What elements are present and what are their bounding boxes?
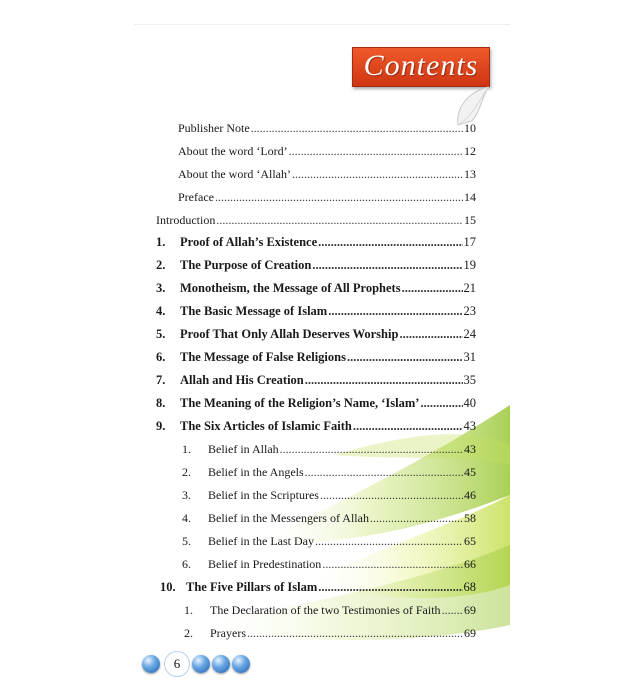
toc-entry-page: 46 bbox=[464, 488, 476, 502]
toc-entry-number: 2. bbox=[156, 258, 166, 272]
blue-bubble-icon bbox=[212, 655, 230, 673]
toc-entry-page: 66 bbox=[464, 557, 476, 571]
toc-entry-label: Prayers bbox=[210, 626, 246, 640]
toc-leader-dots bbox=[247, 626, 463, 641]
toc-entry-number: 2. bbox=[182, 465, 191, 479]
toc-subentry[interactable] bbox=[182, 465, 476, 483]
toc-entry[interactable] bbox=[156, 213, 476, 231]
toc-subentry[interactable] bbox=[182, 534, 476, 552]
toc-entry-label: Belief in the Last Day bbox=[208, 534, 314, 548]
page-footer bbox=[142, 650, 262, 676]
toc-entry-page: 23 bbox=[463, 304, 476, 318]
toc-subentry[interactable] bbox=[182, 488, 476, 506]
toc-entry[interactable] bbox=[156, 373, 476, 391]
toc-leader-dots bbox=[305, 465, 463, 480]
toc-entry-page: 24 bbox=[463, 327, 476, 341]
toc-entry[interactable] bbox=[156, 235, 476, 253]
toc-entry-label: Monotheism, the Message of All Prophets bbox=[180, 281, 401, 295]
toc-entry[interactable] bbox=[156, 350, 476, 368]
toc-leader-dots bbox=[420, 396, 462, 411]
toc-entry-page: 40 bbox=[463, 396, 476, 410]
toc-leader-dots bbox=[370, 511, 463, 526]
toc-entry-label: Publisher Note bbox=[178, 121, 250, 135]
toc-entry-label: The Declaration of the two Testimonies of Faith bbox=[210, 603, 441, 617]
toc-entry-number: 2. bbox=[184, 626, 193, 640]
toc-entry-page: 19 bbox=[463, 258, 476, 272]
toc-entry-page: 35 bbox=[463, 373, 476, 387]
toc-entry-label: Preface bbox=[178, 190, 214, 204]
toc-entry-label: About the word ‘Allah’ bbox=[178, 167, 291, 181]
toc-subentry[interactable] bbox=[184, 603, 476, 621]
toc-entry[interactable] bbox=[178, 190, 476, 208]
page-title: Contents bbox=[363, 49, 479, 82]
toc-entry-page: 14 bbox=[464, 190, 476, 204]
toc-entry-page: 15 bbox=[464, 213, 476, 227]
toc-entry-page: 58 bbox=[464, 511, 476, 525]
toc-entry-page: 69 bbox=[464, 603, 476, 617]
toc-leader-dots bbox=[280, 442, 463, 457]
toc-leader-dots bbox=[347, 350, 463, 365]
toc-entry-number: 4. bbox=[156, 304, 166, 318]
blue-bubble-icon bbox=[142, 655, 160, 673]
document-page bbox=[134, 24, 510, 677]
toc-entry-number: 7. bbox=[156, 373, 166, 387]
toc-entry-number: 9. bbox=[156, 419, 166, 433]
toc-entry-number: 8. bbox=[156, 396, 166, 410]
toc-entry[interactable] bbox=[178, 121, 476, 139]
toc-leader-dots bbox=[318, 580, 462, 595]
toc-entry[interactable] bbox=[156, 327, 476, 345]
toc-entry-label: The Five Pillars of Islam bbox=[186, 580, 318, 594]
toc-entry-page: 17 bbox=[463, 235, 476, 249]
toc-subentry[interactable] bbox=[182, 511, 476, 529]
toc-entry[interactable] bbox=[160, 580, 476, 598]
toc-leader-dots bbox=[312, 258, 462, 273]
toc-entry-number: 1. bbox=[156, 235, 166, 249]
toc-entry-page: 10 bbox=[464, 121, 476, 135]
toc-entry-number: 3. bbox=[156, 281, 166, 295]
toc-entry-label: The Message of False Religions bbox=[180, 350, 346, 364]
toc-leader-dots bbox=[353, 419, 463, 434]
toc-entry[interactable] bbox=[156, 258, 476, 276]
toc-entry-label: Belief in Allah bbox=[208, 442, 279, 456]
toc-entry-number: 5. bbox=[182, 534, 191, 548]
toc-entry-page: 43 bbox=[464, 442, 476, 456]
toc-entry-number: 6. bbox=[182, 557, 191, 571]
toc-entry-number: 3. bbox=[182, 488, 191, 502]
toc-entry-label: About the word ‘Lord’ bbox=[178, 144, 288, 158]
toc-leader-dots bbox=[320, 488, 463, 503]
toc-entry[interactable] bbox=[156, 281, 476, 299]
toc-entry[interactable] bbox=[156, 396, 476, 414]
toc-leader-dots bbox=[328, 304, 462, 319]
blue-bubble-icon bbox=[192, 655, 210, 673]
toc-subentry[interactable] bbox=[184, 626, 476, 644]
toc-entry-number: 4. bbox=[182, 511, 191, 525]
toc-entry-label: Introduction bbox=[156, 213, 216, 227]
toc-entry-page: 12 bbox=[464, 144, 476, 158]
toc-entry-label: Belief in the Angels bbox=[208, 465, 304, 479]
toc-leader-dots bbox=[399, 327, 462, 342]
toc-entry-label: Proof That Only Allah Deserves Worship bbox=[180, 327, 399, 341]
toc-subentry[interactable] bbox=[182, 557, 476, 575]
toc-subentry[interactable] bbox=[182, 442, 476, 460]
toc-entry-label: Proof of Allah’s Existence bbox=[180, 235, 318, 249]
toc-entry-page: 31 bbox=[463, 350, 476, 364]
toc-entry-page: 13 bbox=[464, 167, 476, 181]
toc-entry-label: Belief in the Scriptures bbox=[208, 488, 319, 502]
toc-entry[interactable] bbox=[156, 419, 476, 437]
toc-entry-page: 45 bbox=[464, 465, 476, 479]
toc-entry-number: 5. bbox=[156, 327, 166, 341]
toc-leader-dots bbox=[402, 281, 463, 296]
toc-entry-number: 10. bbox=[160, 580, 176, 594]
toc-entry-label: The Purpose of Creation bbox=[180, 258, 312, 272]
toc-entry-label: Allah and His Creation bbox=[180, 373, 304, 387]
toc-leader-dots bbox=[442, 603, 463, 618]
blue-bubble-icon bbox=[232, 655, 250, 673]
toc-entry[interactable] bbox=[156, 304, 476, 322]
toc-leader-dots bbox=[322, 557, 463, 572]
toc-entry[interactable] bbox=[178, 144, 476, 162]
toc-entry-page: 69 bbox=[464, 626, 476, 640]
toc-entry-label: Belief in Predestination bbox=[208, 557, 322, 571]
toc-entry-number: 6. bbox=[156, 350, 166, 364]
toc-entry-label: The Basic Message of Islam bbox=[180, 304, 328, 318]
contents-title-banner bbox=[352, 47, 490, 87]
toc-leader-dots bbox=[215, 190, 463, 205]
toc-entry-page: 43 bbox=[463, 419, 476, 433]
toc-leader-dots bbox=[318, 235, 462, 250]
toc-entry-label: The Meaning of the Religion’s Name, ‘Islam’ bbox=[180, 396, 420, 410]
toc-entry-page: 65 bbox=[464, 534, 476, 548]
toc-entry-label: Belief in the Messengers of Allah bbox=[208, 511, 369, 525]
toc-leader-dots bbox=[315, 534, 463, 549]
toc-entry-number: 1. bbox=[184, 603, 193, 617]
toc-entry-label: The Six Articles of Islamic Faith bbox=[180, 419, 352, 433]
toc-entry-page: 68 bbox=[463, 580, 476, 594]
toc-leader-dots bbox=[251, 121, 463, 136]
toc-leader-dots bbox=[216, 213, 463, 228]
toc-leader-dots bbox=[292, 167, 463, 182]
page-number: 6 bbox=[164, 651, 190, 677]
toc-leader-dots bbox=[289, 144, 463, 159]
toc-entry-page: 21 bbox=[463, 281, 476, 295]
toc-leader-dots bbox=[305, 373, 463, 388]
toc-entry[interactable] bbox=[178, 167, 476, 185]
toc-entry-number: 1. bbox=[182, 442, 191, 456]
